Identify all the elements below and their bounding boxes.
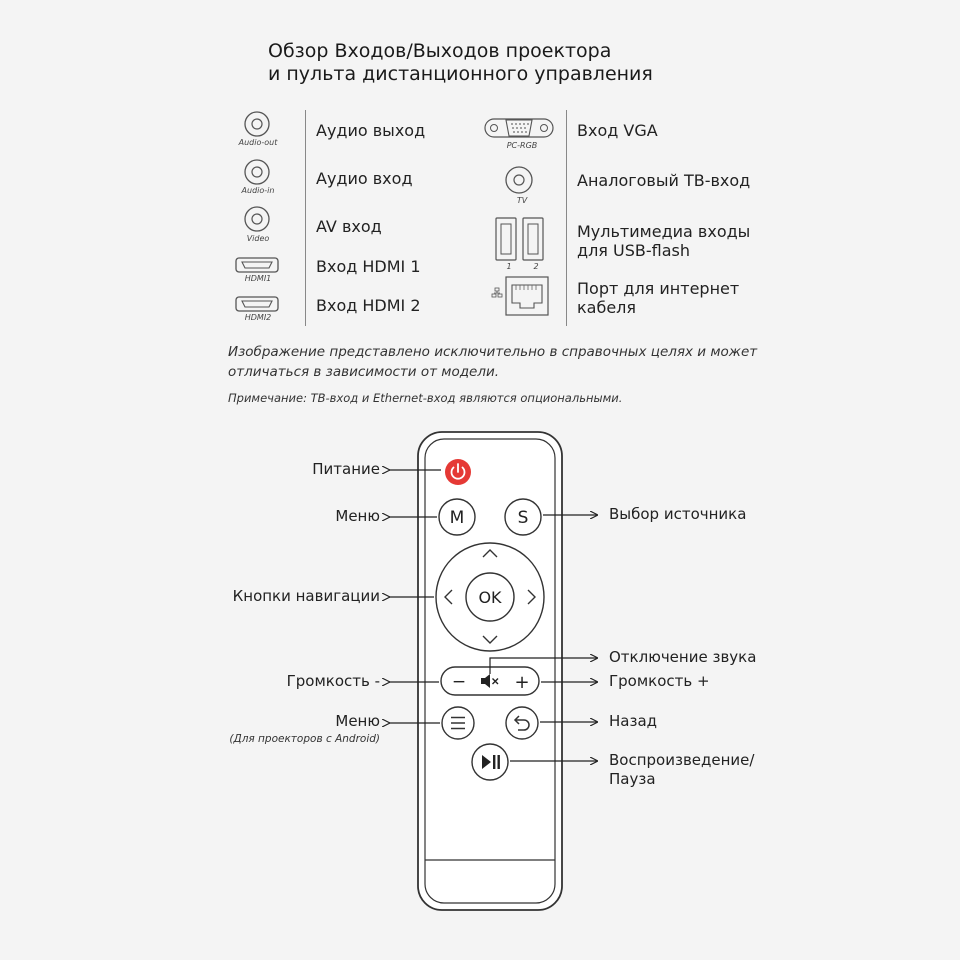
disclaimer-line-1: Изображение представлено исключительно в справочных целях и может (228, 344, 758, 360)
port-label-hdmi-2: Вход HDMI 2 (316, 296, 421, 315)
port-caption: TV (516, 196, 528, 205)
menu-m-button (439, 499, 475, 535)
source-s-button-label: S (517, 508, 529, 528)
divider-left (305, 110, 306, 326)
port-label-usb (577, 222, 750, 260)
port-label-ethernet (577, 279, 739, 317)
hdmi-1-port-icon (236, 258, 278, 272)
tv-antenna-jack-icon (506, 167, 532, 193)
vga-port-icon (485, 119, 553, 137)
label-power: Питание (312, 460, 380, 478)
port-caption: 2 (533, 262, 539, 271)
label-back: Назад (609, 712, 658, 730)
label-play-pause-line-2: Пауза (609, 770, 656, 788)
ok-button-label: OK (478, 588, 502, 607)
port-label-vga: Вход VGA (577, 121, 658, 140)
label-source: Выбор источника (609, 505, 747, 523)
port-label-av: AV вход (316, 217, 382, 236)
power-button (445, 459, 471, 485)
label-android-menu-note: (Для проекторов с Android) (229, 733, 380, 745)
label-navigation: Кнопки навигации (232, 587, 380, 605)
port-label-audio-in: Аудио вход (316, 169, 413, 188)
play-pause-button (472, 744, 508, 780)
right-port-icons (482, 105, 562, 330)
port-caption: PC-RGB (506, 141, 538, 150)
label-play-pause-line-1: Воспроизведение/ (609, 751, 755, 769)
disclaimer-line-2: отличаться в зависимости от модели. (228, 364, 500, 380)
source-s-button (505, 499, 541, 535)
audio-in-jack-icon (245, 160, 269, 184)
diagram-title (268, 40, 748, 86)
label-mute: Отключение звука (609, 648, 757, 666)
port-caption: Video (246, 234, 270, 243)
port-caption: HDMI2 (244, 313, 272, 322)
back-button (506, 707, 538, 739)
port-label-ethernet-line-1: Порт для интернет (577, 279, 740, 298)
label-volume-up: Громкость + (609, 672, 710, 690)
label-android-menu: Меню (335, 712, 380, 730)
port-label-ethernet-line-2: кабеля (577, 298, 637, 317)
label-volume-down: Громкость - (286, 672, 380, 690)
port-caption: Audio-out (238, 138, 278, 147)
port-label-usb-line-2: для USB-flash (577, 241, 690, 260)
port-label-tv: Аналоговый ТВ-вход (577, 171, 751, 190)
label-play-pause (609, 751, 754, 789)
divider-right (566, 110, 567, 326)
hdmi-2-port-icon (236, 297, 278, 311)
port-caption: HDMI1 (244, 274, 272, 283)
port-label-audio-out: Аудио выход (316, 121, 426, 140)
network-symbol-icon (492, 288, 502, 297)
port-caption: 1 (506, 262, 512, 271)
volume-down-label: − (451, 672, 467, 692)
ethernet-port-icon (506, 277, 548, 315)
video-jack-icon (245, 207, 269, 231)
note-text: Примечание: ТВ-вход и Ethernet-вход являются опциональными. (228, 391, 623, 405)
android-menu-button (442, 707, 474, 739)
title-line-1: Обзор Входов/Выходов проектора (268, 40, 612, 62)
port-caption: Audio-in (241, 186, 275, 195)
menu-m-button-label: M (449, 508, 465, 528)
remote-diagram (0, 420, 960, 920)
usb-ports-icon (496, 218, 543, 260)
port-label-usb-line-1: Мультимедиа входы (577, 222, 751, 241)
port-label-hdmi-1: Вход HDMI 1 (316, 257, 421, 276)
disclaimer-text (228, 342, 788, 382)
volume-up-label: + (514, 672, 530, 693)
title-line-2: и пульта дистанционного управления (268, 63, 653, 85)
navigation-pad (436, 543, 544, 651)
audio-out-jack-icon (245, 112, 269, 136)
label-menu: Меню (335, 507, 380, 525)
